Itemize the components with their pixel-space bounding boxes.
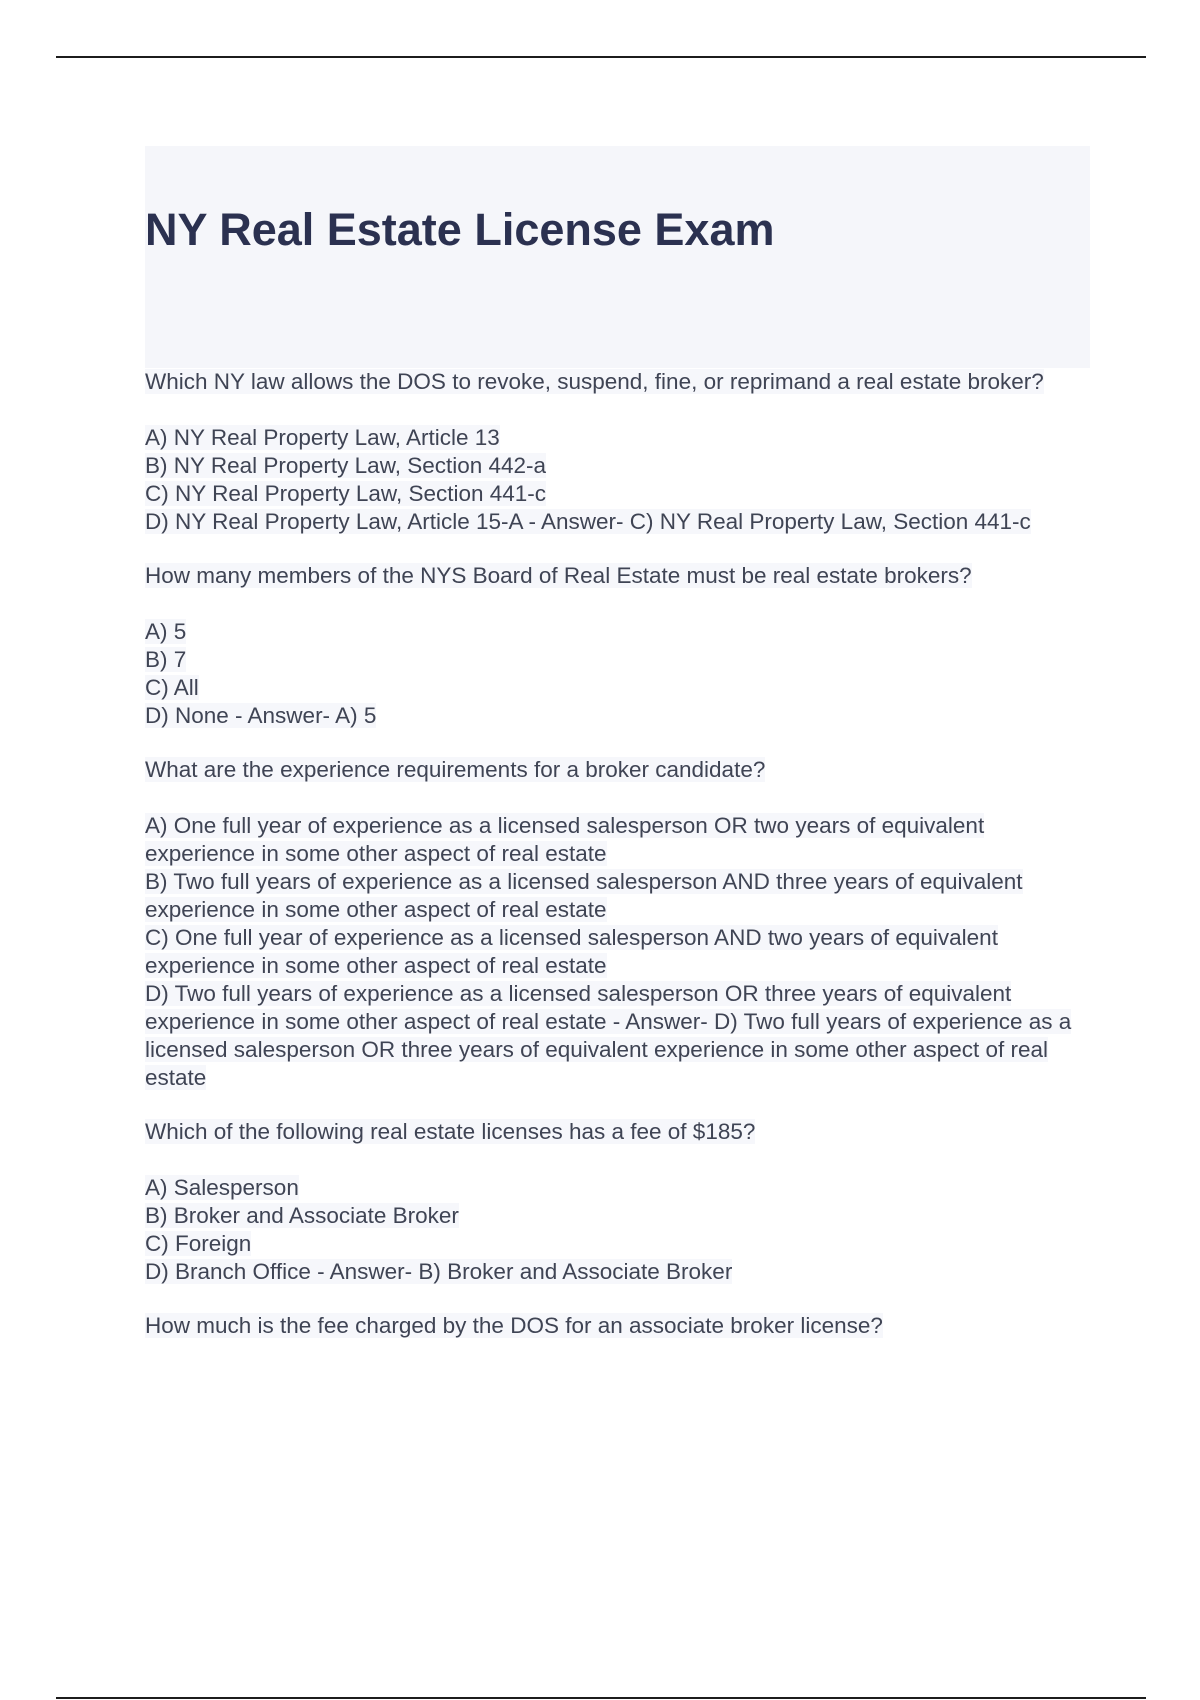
- question-text-line: What are the experience requirements for a broker candidate?: [145, 757, 766, 782]
- question-text-line: How many members of the NYS Board of Real Estate must be real estate brokers?: [145, 563, 972, 588]
- document-body: [145, 368, 1090, 1340]
- qa-item: [145, 756, 1090, 1092]
- option-with-answer: D) None - Answer- A) 5: [145, 703, 377, 728]
- option: B) 7: [145, 647, 187, 672]
- qa-item: [145, 1118, 1090, 1286]
- option: C) All: [145, 675, 199, 700]
- option: B) Two full years of experience as a licensed salesperson AND three years of equivalent experience in some other aspect of real estate: [145, 869, 1023, 922]
- options-list: [145, 424, 1090, 536]
- options-list: [145, 618, 1090, 730]
- option: B) Broker and Associate Broker: [145, 1203, 459, 1228]
- option: B) NY Real Property Law, Section 442-a: [145, 453, 547, 478]
- bottom-rule: [56, 1697, 1146, 1699]
- option-with-answer: D) Two full years of experience as a licensed salesperson OR three years of equivalent experience in some other aspect of real estate - Answer- D) Two full years of experience as a licensed salesperson OR three years of equivalent experience in some other aspect of real estate: [145, 981, 1072, 1090]
- option: C) Foreign: [145, 1231, 252, 1256]
- option-with-answer: D) Branch Office - Answer- B) Broker and Associate Broker: [145, 1259, 733, 1284]
- question-text-line: How much is the fee charged by the DOS for an associate broker license?: [145, 1313, 883, 1338]
- question-text: [145, 1312, 1090, 1340]
- question-text-line: Which NY law allows the DOS to revoke, suspend, fine, or reprimand a real estate broker?: [145, 369, 1044, 394]
- option: A) NY Real Property Law, Article 13: [145, 425, 500, 450]
- document-title: NY Real Estate License Exam: [145, 204, 775, 255]
- options-list: [145, 812, 1090, 1092]
- option: A) Salesperson: [145, 1175, 299, 1200]
- question-text: [145, 562, 1090, 590]
- option: A) 5: [145, 619, 187, 644]
- option: C) NY Real Property Law, Section 441-c: [145, 481, 547, 506]
- question-text-line: Which of the following real estate licenses has a fee of $185?: [145, 1119, 756, 1144]
- options-list: [145, 1174, 1090, 1286]
- option: A) One full year of experience as a licensed salesperson OR two years of equivalent experience in some other aspect of real estate: [145, 813, 985, 866]
- qa-item: [145, 1312, 1090, 1340]
- option-with-answer: D) NY Real Property Law, Article 15-A - Answer- C) NY Real Property Law, Section 441-c: [145, 509, 1031, 534]
- question-text: [145, 756, 1090, 784]
- option: C) One full year of experience as a licensed salesperson AND two years of equivalent experience in some other aspect of real estate: [145, 925, 998, 978]
- question-text: [145, 368, 1090, 396]
- qa-item: [145, 368, 1090, 536]
- question-text: [145, 1118, 1090, 1146]
- top-rule: [56, 56, 1146, 58]
- qa-item: [145, 562, 1090, 730]
